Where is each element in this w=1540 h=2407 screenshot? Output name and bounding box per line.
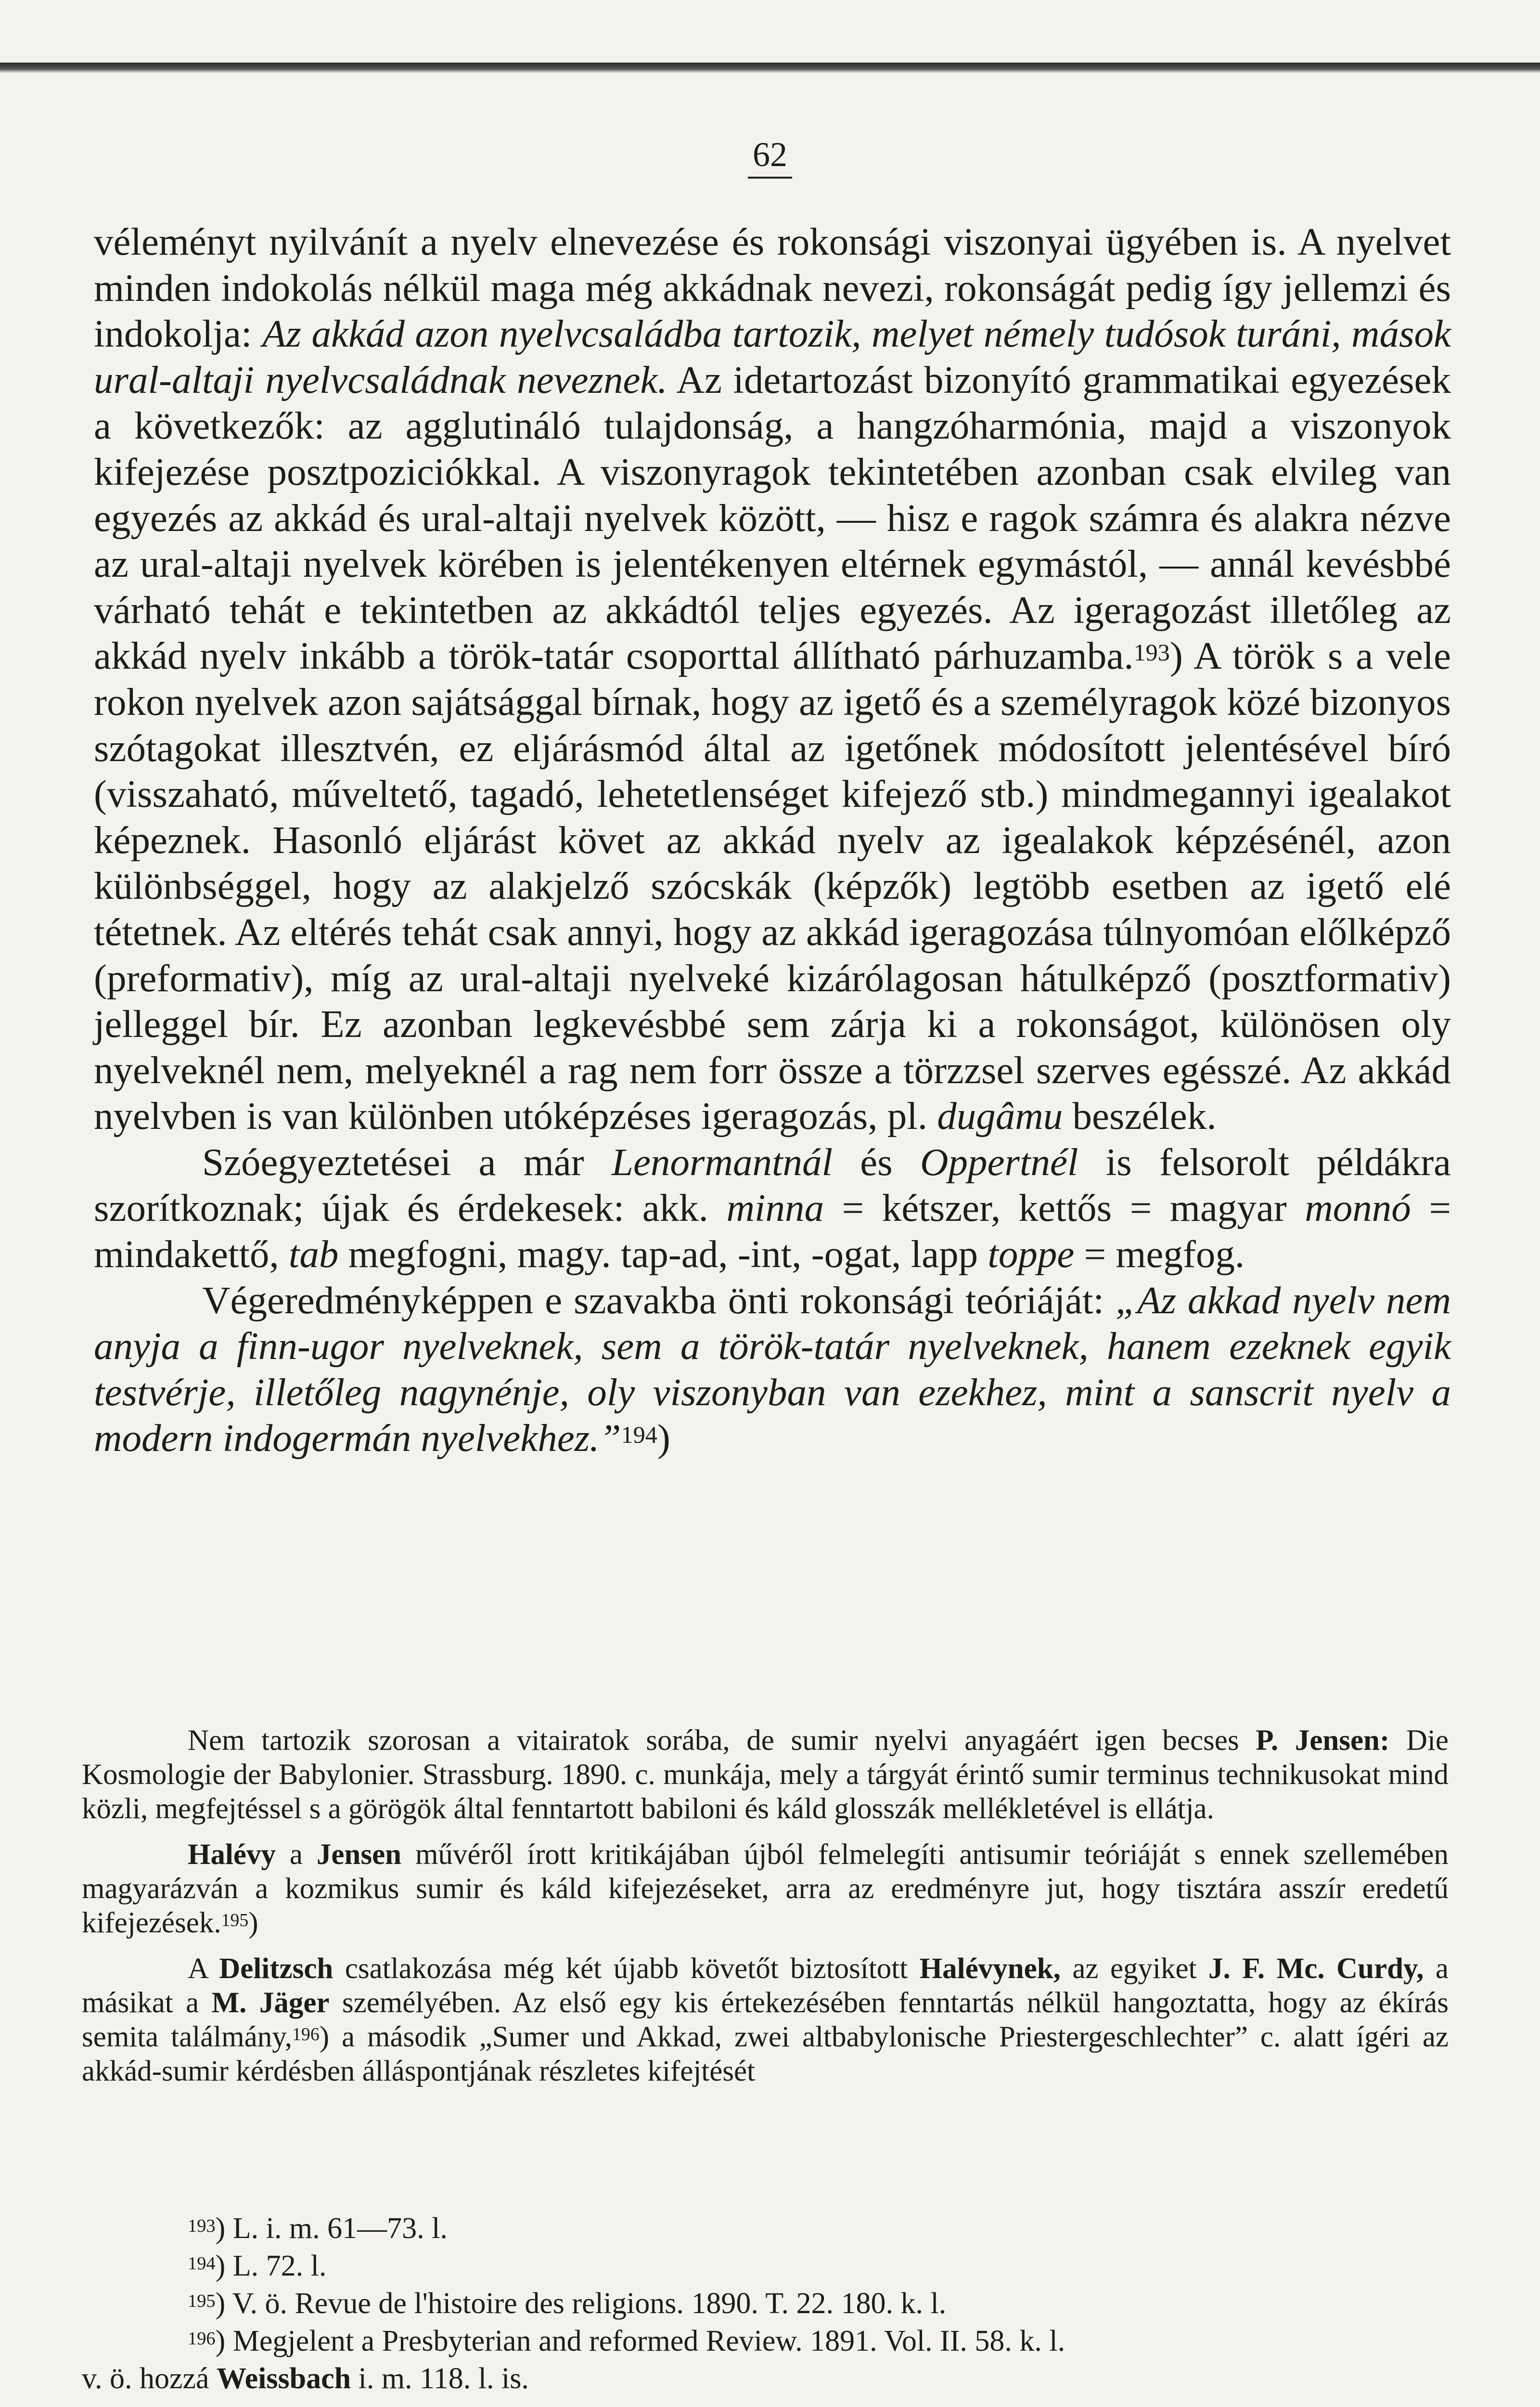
footnote-paragraph-1: Nem tartozik szorosan a vitairatok sorába, de sumir nyelvi anyagáért igen becses P. Jensen: Die Kosmologie der Babylonier. Strassburg. 1890. c. munkája, mely a tárgyát érintő sumir terminus technikusokat mind közli, megfejtéssel s a görögök által fenntartott babiloni és káld glosszák mellékletével is ellátja. [82,1724,1449,1825]
paragraph-2: Szóegyeztetései a már Lenormantnál és Oppertnél is felsorolt példákra szorítkoznak; újak és érdekesek: akk. minna = kétszer, kettős = magyar monnó = mindakettő, tab megfogni, magy. tap-ad, -int, -ogat, lapp toppe = megfog. [94,1140,1451,1276]
reference-196: $^{196}$) Megjelent a Presbyterian and reformed Review. 1891. Vol. II. 58. k. l. [188,2325,1065,2357]
reference-196-continuation: v. ö. hozzá Weissbach i. m. 118. l. is. [82,2362,529,2395]
paragraph-1: véleményt nyilvánít a nyelv elnevezése és rokonsági viszonyai ügyében is. A nyelvet minden indokolás nélkül maga még akkádnak nevezi, rokonságát pedig így jellemzi és indokolja: Az akkád azon nyelvcsaládba tartozik, melyet némely tudósok turáni, mások ural-altaji nyelvcsaládnak neveznek. Az idetartozást bizonyító grammatikai egyezések a következők: az agglutináló tulajdonság, a hangzóharmónia, majd a viszonyok kifejezése posztpoziciókkal. A viszonyragok tekintetében azonban csak elvileg van egyezés az akkád és ural-altaji nyelvek között, — hisz e ragok számra és alakra nézve az ural-altaji nyelvek körében is jelentékenyen eltérnek egymástól, — annál kevésbbé várható tehát e tekintetben az akkádtól teljes egyezés. Az igeragozást illetőleg az akkád nyelv inkább a török-tatár csoporttal állítható párhuzamba.$^{193}$) A török s a vele rokon nyelvek azon sajátsággal bírnak, hogy az igető és a személyragok közé bizonyos szótagokat illesztvén, ez eljárásmód által az igetőnek módosított jelentésével bíró (visszaható, műveltető, tagadó, lehetetlenséget kifejező stb.) mindmegannyi igealakot képeznek. Hasonló eljárást követ az akkád nyelv az igealakok képzésénél, azon különbséggel, hogy az alakjelző szócskák (képzők) legtöbb esetben az igető elé tétetnek. Az eltérés tehát csak annyi, hogy az akkád igeragozása túlnyomóan előlképző (preformativ), míg az ural-altaji nyelveké kizárólagosan hátulképző (posztformativ) jelleggel bír. Ez azonban legkevésbbé sem zárja ki a rokonságot, különösen oly nyelveknél nem, melyeknél a rag nem forr össze a törzzsel szerves egésszé. Az akkád nyelvben is van különben utóképzéses igeragozás, pl. dugâmu beszélek. [94,220,1451,1138]
footnote-ref-193: 193 [1133,638,1170,666]
top-rule [0,63,1540,73]
footnotes [82,1723,1449,2088]
footnote-ref-196: 196 [292,2024,320,2045]
footnote-ref-194: 194 [621,1421,657,1448]
reference-notes [82,2210,1449,2397]
footnote-ref-195: 195 [221,1910,249,1930]
reference-195: $^{195}$) V. ö. Revue de l'histoire des religions. 1890. T. 22. 180. k. l. [188,2287,947,2320]
main-text [94,219,1451,1462]
footnote-paragraph-3: A Delitzsch csatlakozása még két újabb követőt biztosított Halévynek, az egyiket J. F. Mc. Curdy, a másikat a M. Jäger személyében. Az első egy kis értekezésében fenntartás nélkül hangoztatta, hogy az ékírás semita találmány,$^{196}$) a második „Sumer und Akkad, zwei altbabylonische Priestergeschlechter” c. alatt ígéri az akkád-sumir kérdésben álláspontjának részletes kifejtését [82,1953,1449,2087]
footnote-paragraph-2: Halévy a Jensen művéről írott kritikájában újból felmelegíti antisumir teóriáját s ennek szellemében magyarázván a kozmikus sumir és káld kifejezéseket, arra az eredményre jut, hogy tisztára asszír eredetű kifejezések.$^{195}$) [82,1838,1449,1939]
reference-194: $^{194}$) L. 72. l. [188,2250,327,2282]
page-number: 62 [0,135,1540,175]
reference-193: $^{193}$) L. i. m. 61—73. l. [188,2212,448,2245]
paragraph-3: Végeredményképpen e szavakba önti rokonsági teóriáját: „Az akkad nyelv nem anyja a finn-ugor nyelveknek, sem a török-tatár nyelveknek, hanem ezeknek egyik testvérje, illetőleg nagynénje, oly viszonyban van ezekhez, mint a sanscrit nyelv a modern indogermán nyelvekhez.”$^{194}$) [94,1278,1451,1460]
